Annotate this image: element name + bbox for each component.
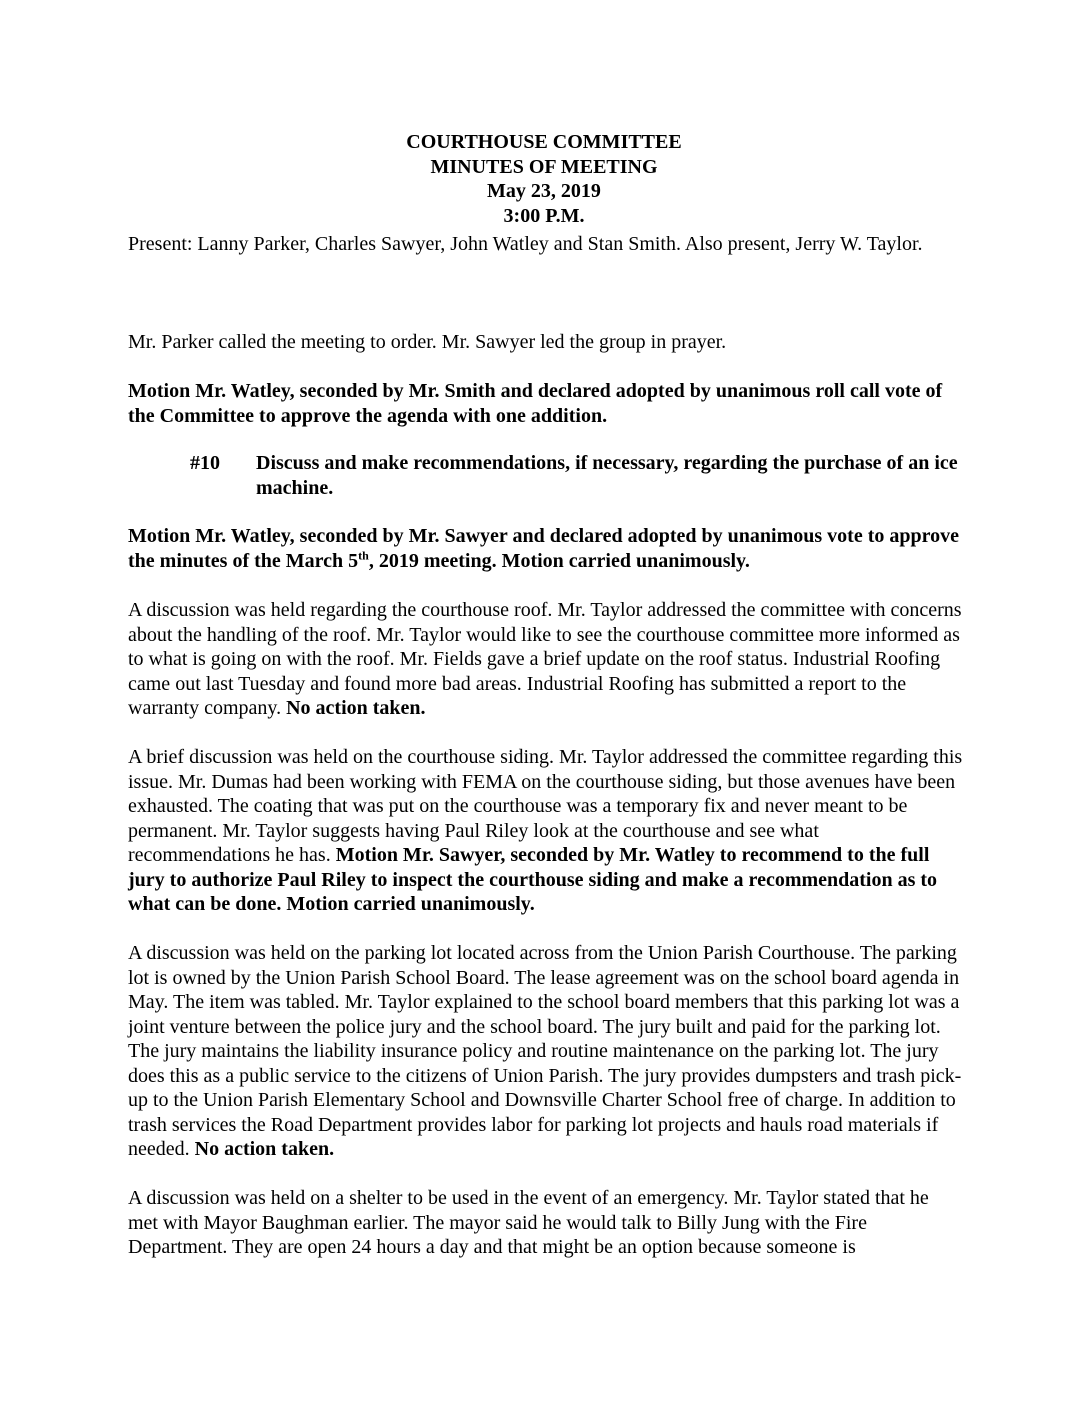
roof-paragraph (128, 598, 963, 721)
shelter-text: A discussion was held on a shelter to be used in the event of an emergency. Mr. Taylor stated that he met with Mayor Baughman earlier. The mayor said he would talk to Billy Jung with the Fire Department. They are open 24 hours a day and that might be an option because someone is (128, 1187, 929, 1258)
document-header (0, 130, 1088, 228)
agenda-item-number: #10 (190, 452, 220, 474)
minutes-motion-text (128, 524, 963, 573)
agenda-motion-paragraph (128, 379, 963, 428)
agenda-motion-text: Motion Mr. Watley, seconded by Mr. Smith and declared adopted by unanimous roll call vote of the Committee to approve the agenda with one addition. (128, 380, 943, 427)
call-to-order-paragraph (128, 330, 963, 355)
committee-title: COURTHOUSE COMMITTEE (406, 131, 682, 153)
meeting-date: May 23, 2019 (487, 180, 601, 202)
minutes-motion-after: , 2019 meeting. Motion carried unanimously. (368, 549, 750, 572)
roof-text (128, 598, 963, 721)
minutes-motion-before: Motion Mr. Watley, seconded by Mr. Sawyer and declared adopted by unanimous vote to approve the minutes of the March 5 (128, 525, 959, 572)
call-to-order-text: Mr. Parker called the meeting to order. Mr. Sawyer led the group in prayer. (128, 331, 727, 353)
ordinal-suffix: th (358, 547, 369, 562)
roof-discussion: A discussion was held regarding the courthouse roof. Mr. Taylor addressed the committee with concerns about the handling of the roof. Mr. Taylor would like to see the courthouse committee more informed as to what is going on with the roof. Mr. Fields gave a brief update on the roof status. Industrial Roofing came out last Tuesday and found more bad areas. Industrial Roofing has submitted a report to the warranty company. (128, 599, 962, 719)
parking-discussion: A discussion was held on the parking lot located across from the Union Parish Courthouse. The parking lot is owned by the Union Parish School Board. The lease agreement was on the school board agenda in May. The item was tabled. Mr. Taylor explained to the school board members that this parking lot was a joint venture between the police jury and the school board. The jury built and paid for the parking lot. The jury maintains the liability insurance policy and routine maintenance on the parking lot. The jury does this as a public service to the citizens of Union Parish. The jury provides dumpsters and trash pick-up to the Union Parish Elementary School and Downsville Charter School free of charge. In addition to trash services the Road Department provides labor for parking lot projects and hauls road materials if needed. (128, 942, 962, 1160)
parking-action: No action taken. (194, 1138, 335, 1160)
present-text: Present: Lanny Parker, Charles Sawyer, John Watley and Stan Smith. Also present, Jerry W. Taylor. (128, 233, 923, 255)
siding-paragraph (128, 745, 963, 917)
minutes-title: MINUTES OF MEETING (430, 155, 658, 178)
parking-paragraph (128, 941, 963, 1162)
parking-text (128, 941, 963, 1162)
siding-text (128, 745, 963, 917)
meeting-time: 3:00 P.M. (503, 204, 585, 227)
minutes-motion-paragraph (128, 524, 963, 573)
roof-action: No action taken. (286, 697, 426, 719)
present-paragraph (128, 232, 963, 257)
siding-motion: Motion Mr. Sawyer, seconded by Mr. Watley to recommend to the full jury to authorize Paul Riley to inspect the courthouse siding and make a recommendation as to what can be done. Motion carried unanimously. (128, 844, 938, 915)
siding-discussion: A brief discussion was held on the courthouse siding. Mr. Taylor addressed the committee regarding this issue. Mr. Dumas had been working with FEMA on the courthouse siding, but those avenues have been exhausted. The coating that was put on the courthouse was a temporary fix and never meant to be permanent. Mr. Taylor suggests having Paul Riley look at the courthouse and see what recommendations he has. (128, 746, 963, 866)
shelter-paragraph (128, 1186, 963, 1260)
agenda-item-text: Discuss and make recommendations, if necessary, regarding the purchase of an ice machine. (256, 452, 958, 499)
